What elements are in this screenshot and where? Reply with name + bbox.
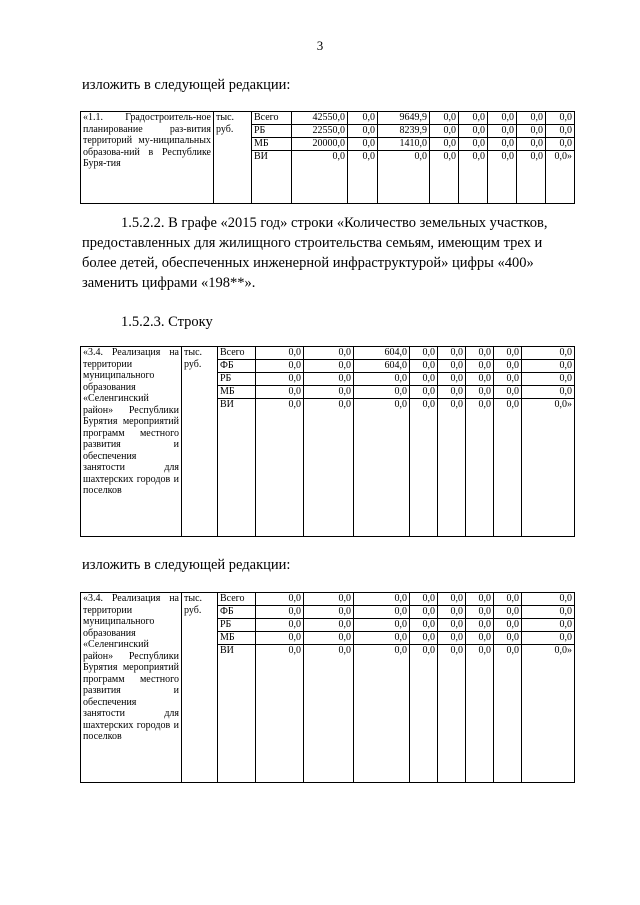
unit-cell: тыс. руб. [182,347,218,537]
value-cell: 0,0 [292,151,348,204]
value-cell: 0,0 [488,112,517,125]
value-cell: 0,0 [410,386,438,399]
value-cell: 0,0 [466,593,494,606]
value-cell: 0,0 [438,645,466,783]
value-cell: 0,0 [256,619,304,632]
value-cell: 0,0 [466,399,494,537]
value-cell: 0,0 [304,593,354,606]
value-cell: 0,0 [348,125,378,138]
value-cell: 0,0 [348,138,378,151]
funding-source-cell: Всего [252,112,292,125]
value-cell: 0,0 [410,399,438,537]
value-cell: 0,0 [354,619,410,632]
value-cell: 0,0 [256,632,304,645]
value-cell: 0,0 [459,151,488,204]
paragraph-new-edition: изложить в следующей редакции: [82,557,291,573]
value-cell: 0,0 [304,399,354,537]
value-cell: 0,0 [494,386,522,399]
value-cell: 0,0 [354,632,410,645]
value-cell: 0,0 [410,619,438,632]
value-cell: 0,0 [546,125,575,138]
funding-source-cell: ВИ [218,645,256,783]
funding-source-cell: МБ [218,632,256,645]
value-cell: 0,0 [348,151,378,204]
paragraph-line: заменить цифрами «198**». [82,275,256,291]
value-cell: 0,0 [466,645,494,783]
value-cell: 0,0 [466,606,494,619]
program-name-cell: «1.1. Градостроитель-ное планирование раз-вития территорий му-ниципальных образова-ний в Республике Буря-тия [81,112,214,204]
value-cell: 0,0 [466,347,494,360]
value-cell: 0,0 [517,125,546,138]
value-cell: 0,0 [466,632,494,645]
table-program-1-1 [80,111,575,204]
program-name-cell: «3.4. Реализация на территории муниципального образования «Селенгинский район» Республики Бурятия мероприятий программ местного развития и обеспечения занятости для шахтерских городов и поселков [81,347,182,537]
value-cell: 0,0 [522,632,575,645]
value-cell: 0,0 [494,360,522,373]
value-cell: 0,0 [256,373,304,386]
value-cell: 0,0 [256,347,304,360]
paragraph-line: более детей, обеспеченных инженерной инфраструктурой» цифры «400» [82,255,534,271]
value-cell: 0,0» [546,151,575,204]
page-number: 3 [316,38,324,53]
value-cell: 0,0 [438,606,466,619]
value-cell: 604,0 [354,347,410,360]
value-cell: 604,0 [354,360,410,373]
value-cell: 0,0 [466,373,494,386]
value-cell: 9649,9 [378,112,430,125]
unit-cell: тыс. руб. [182,593,218,783]
table-row [81,347,575,360]
unit-cell: тыс. руб. [214,112,252,204]
value-cell: 0,0 [304,645,354,783]
value-cell: 0,0 [488,151,517,204]
value-cell: 0,0 [354,645,410,783]
value-cell: 0,0 [438,632,466,645]
value-cell: 0,0 [256,593,304,606]
value-cell: 0,0 [304,386,354,399]
value-cell: 0,0 [522,593,575,606]
value-cell: 0,0 [522,386,575,399]
value-cell: 0,0 [410,645,438,783]
value-cell: 0,0 [517,151,546,204]
value-cell: 0,0 [304,619,354,632]
table-program-3-4-new [80,592,575,783]
value-cell: 0,0 [304,632,354,645]
value-cell: 0,0 [378,151,430,204]
funding-source-cell: МБ [218,386,256,399]
value-cell: 0,0 [438,619,466,632]
value-cell: 0,0 [546,112,575,125]
value-cell: 0,0 [430,138,459,151]
value-cell: 0,0 [546,138,575,151]
value-cell: 0,0 [494,347,522,360]
value-cell: 0,0 [256,360,304,373]
value-cell: 0,0 [522,347,575,360]
value-cell: 0,0 [494,399,522,537]
value-cell: 0,0 [466,386,494,399]
value-cell: 0,0 [304,606,354,619]
value-cell: 0,0 [430,125,459,138]
funding-source-cell: ВИ [218,399,256,537]
value-cell: 0,0 [410,632,438,645]
value-cell: 0,0 [354,399,410,537]
value-cell: 0,0 [430,151,459,204]
value-cell: 20000,0 [292,138,348,151]
value-cell: 0,0 [354,386,410,399]
funding-source-cell: РБ [218,619,256,632]
value-cell: 0,0 [494,606,522,619]
value-cell: 0,0 [459,138,488,151]
funding-source-cell: РБ [252,125,292,138]
funding-source-cell: ВИ [252,151,292,204]
value-cell: 0,0 [488,125,517,138]
value-cell: 0,0 [488,138,517,151]
value-cell: 0,0 [522,360,575,373]
value-cell: 0,0 [256,645,304,783]
value-cell: 22550,0 [292,125,348,138]
value-cell: 0,0 [494,619,522,632]
value-cell: 0,0 [438,399,466,537]
value-cell: 0,0 [466,619,494,632]
value-cell: 8239,9 [378,125,430,138]
funding-source-cell: Всего [218,593,256,606]
value-cell: 0,0 [517,112,546,125]
value-cell: 0,0 [459,112,488,125]
funding-source-cell: РБ [218,373,256,386]
value-cell: 0,0 [410,593,438,606]
value-cell: 0,0 [256,386,304,399]
program-name-cell: «3.4. Реализация на территории муниципального образования «Селенгинский район» Республики Бурятия мероприятий программ местного развития и обеспечения занятости для шахтерских городов и поселков [81,593,182,783]
value-cell: 0,0 [466,360,494,373]
value-cell: 0,0 [410,373,438,386]
value-cell: 0,0 [354,373,410,386]
value-cell: 0,0» [522,399,575,537]
value-cell: 0,0 [517,138,546,151]
paragraph-line: 1.5.2.2. В графе «2015 год» строки «Количество земельных участков, [121,215,548,231]
value-cell: 0,0 [410,606,438,619]
value-cell: 0,0 [494,593,522,606]
value-cell: 0,0 [304,360,354,373]
value-cell: 0,0 [522,373,575,386]
value-cell: 0,0 [494,632,522,645]
paragraph-1-5-2-3: 1.5.2.3. Строку [121,314,213,330]
value-cell: 0,0 [459,125,488,138]
table-row [81,593,575,606]
funding-source-cell: Всего [218,347,256,360]
table-program-3-4-old [80,346,575,537]
value-cell: 0,0 [256,606,304,619]
value-cell: 0,0 [348,112,378,125]
value-cell: 1410,0 [378,138,430,151]
funding-source-cell: ФБ [218,360,256,373]
funding-source-cell: ФБ [218,606,256,619]
value-cell: 0,0 [430,112,459,125]
value-cell: 0,0 [522,606,575,619]
value-cell: 0,0 [438,373,466,386]
intro-paragraph: изложить в следующей редакции: [82,77,291,93]
value-cell: 0,0 [494,373,522,386]
value-cell: 42550,0 [292,112,348,125]
value-cell: 0,0 [304,347,354,360]
value-cell: 0,0» [522,645,575,783]
funding-source-cell: МБ [252,138,292,151]
table-row [81,112,575,125]
value-cell: 0,0 [438,360,466,373]
value-cell: 0,0 [354,593,410,606]
value-cell: 0,0 [256,399,304,537]
paragraph-line: предоставленных для жилищного строительства семьям, имеющим трех и [82,235,543,251]
value-cell: 0,0 [410,360,438,373]
value-cell: 0,0 [494,645,522,783]
value-cell: 0,0 [438,347,466,360]
value-cell: 0,0 [354,606,410,619]
value-cell: 0,0 [438,593,466,606]
value-cell: 0,0 [522,619,575,632]
value-cell: 0,0 [410,347,438,360]
value-cell: 0,0 [304,373,354,386]
value-cell: 0,0 [438,386,466,399]
